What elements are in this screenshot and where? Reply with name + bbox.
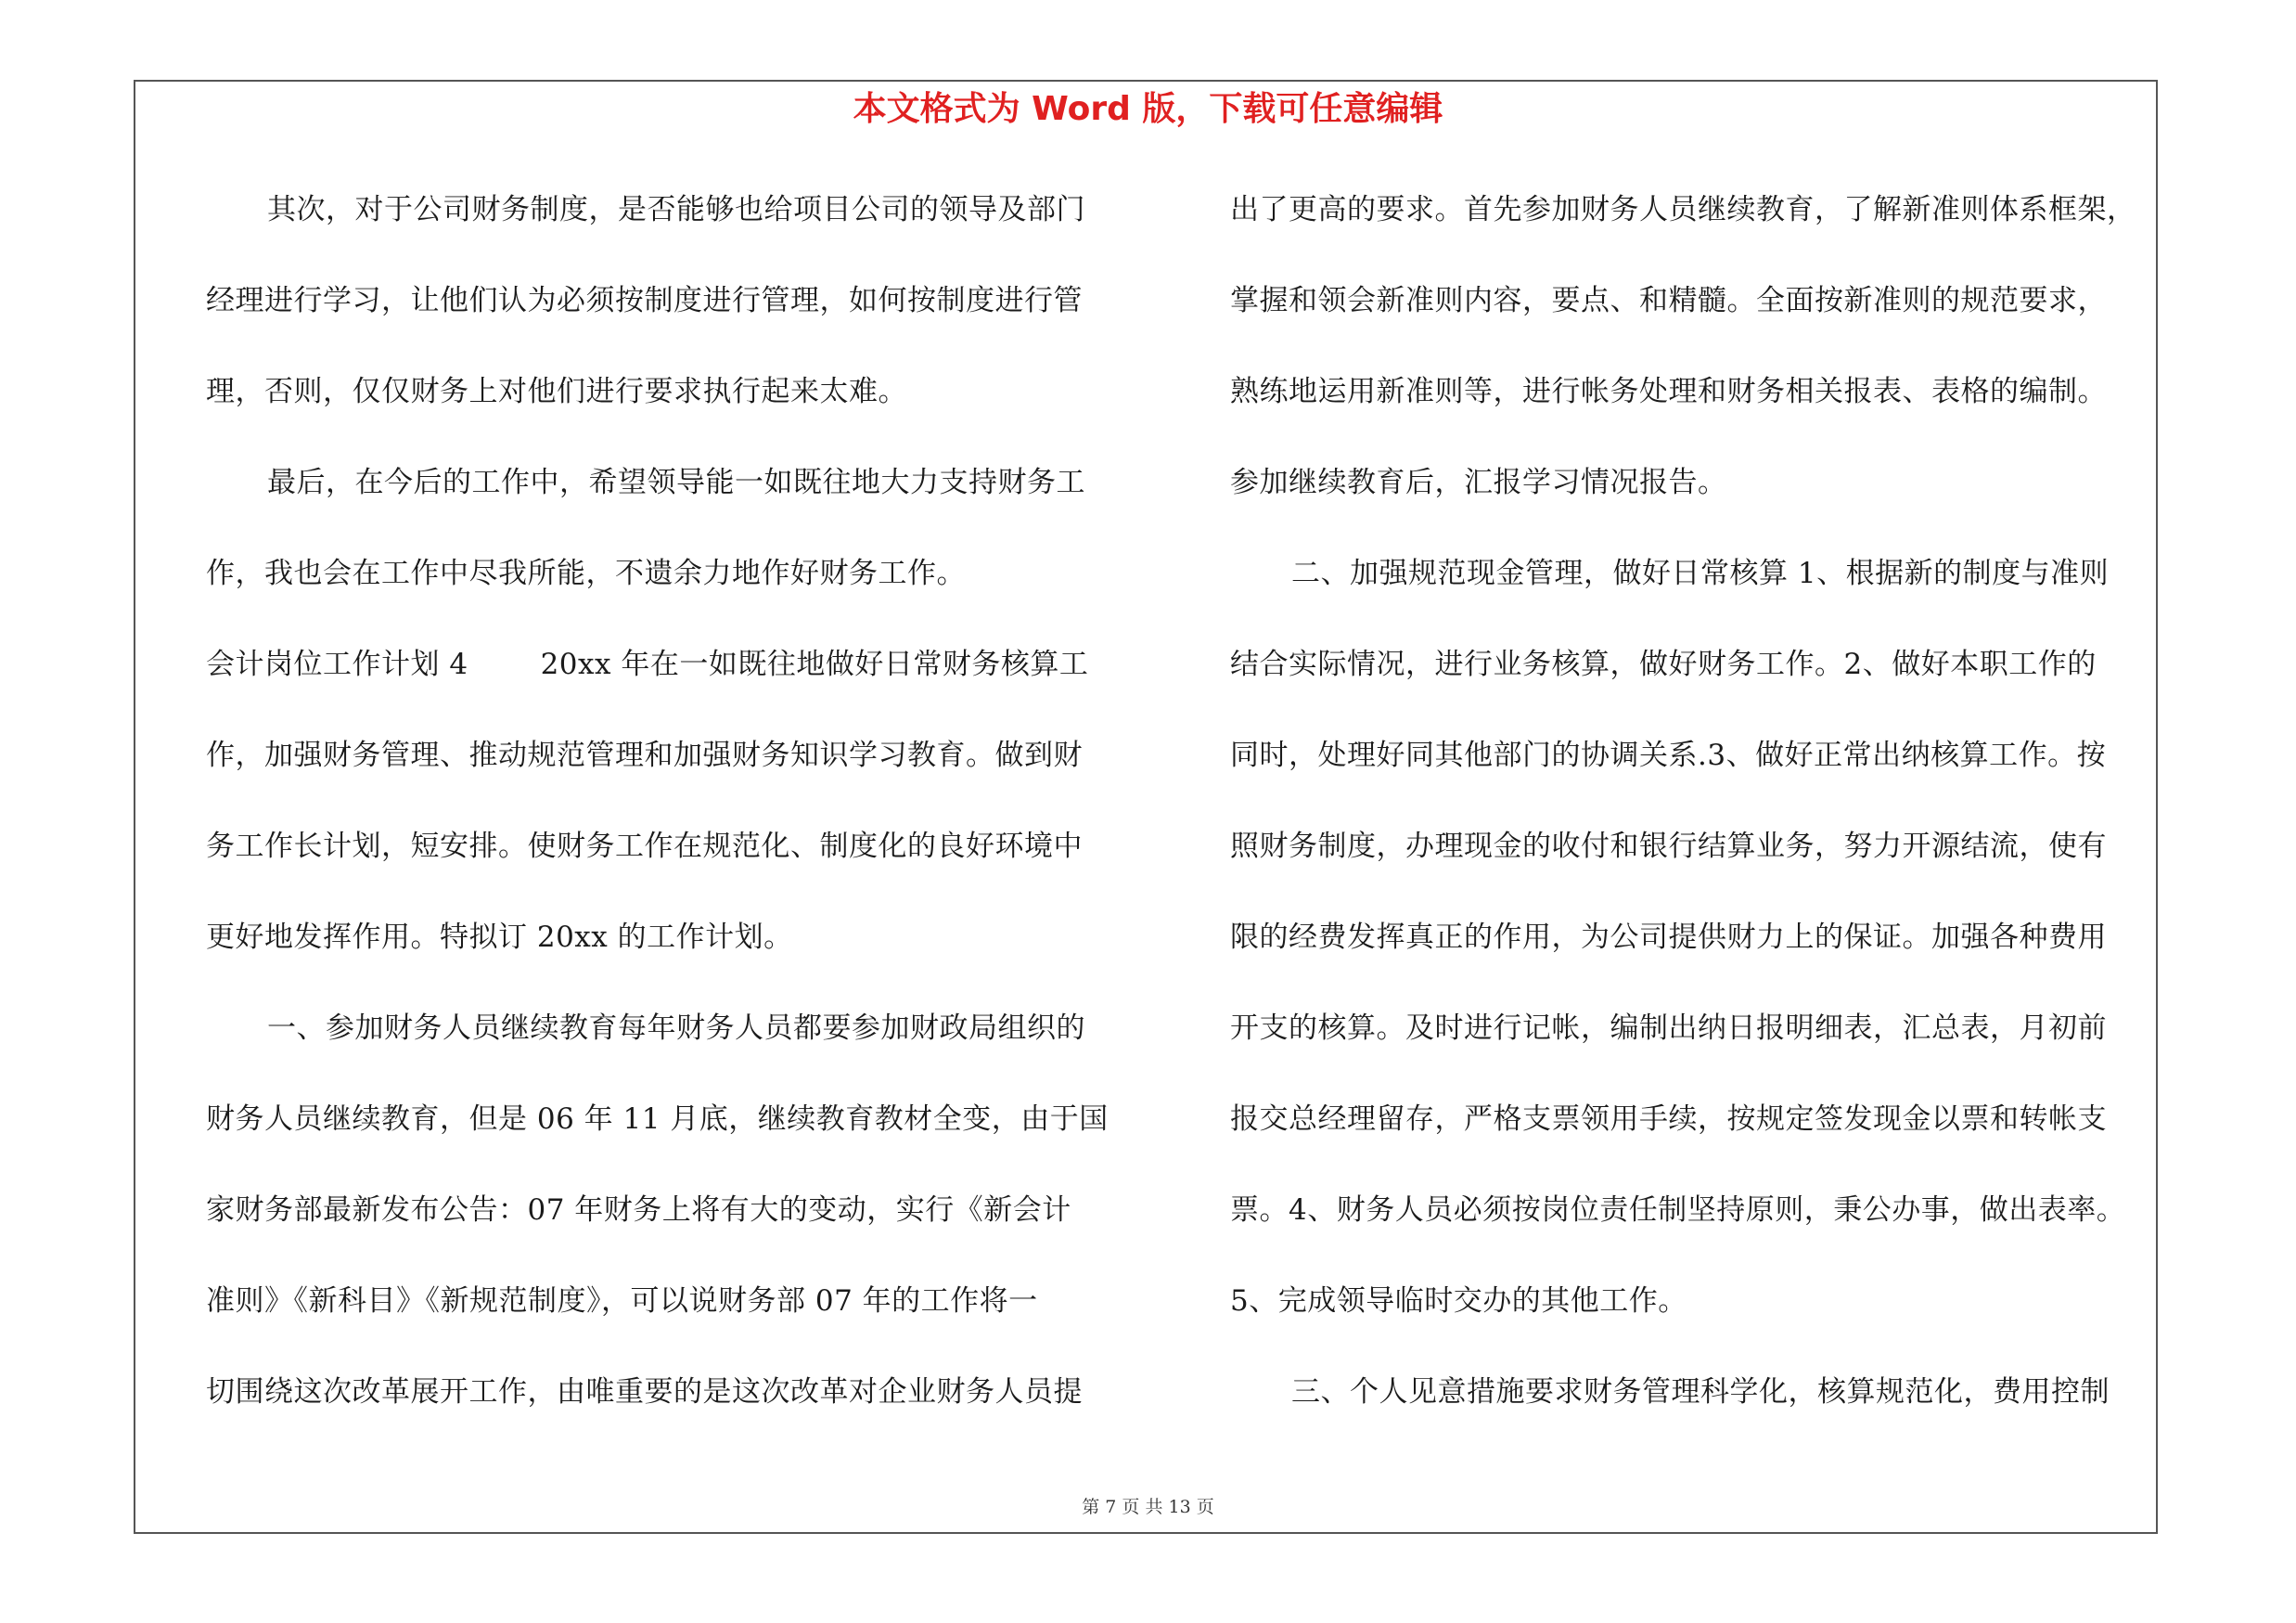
right-text-column bbox=[1230, 182, 2165, 1455]
word-format-banner: 本文格式为 Word 版，下载可任意编辑 bbox=[853, 90, 1443, 128]
text-line-content: 20xx 年在一如既往地做好日常财务核算工 bbox=[540, 648, 1089, 681]
text-line: 作，加强财务管理、推动规范管理和加强财务知识学习教育。做到财 bbox=[206, 739, 1083, 772]
text-line: 三、个人见意措施要求财务管理科学化，核算规范化，费用控制 bbox=[1291, 1375, 2110, 1409]
text-line: 务工作长计划，短安排。使财务工作在规范化、制度化的良好环境中 bbox=[206, 830, 1083, 863]
text-line: 最后，在今后的工作中，希望领导能一如既往地大力支持财务工 bbox=[267, 466, 1085, 499]
text-line: 报交总经理留存，严格支票领用手续，按规定签发现金以票和转帐支 bbox=[1230, 1102, 2107, 1136]
text-line: 同时，处理好同其他部门的协调关系.3、做好正常出纳核算工作。按 bbox=[1230, 739, 2107, 772]
text-line: 熟练地运用新准则等，进行帐务处理和财务相关报表、表格的编制。 bbox=[1230, 375, 2107, 408]
text-line: 限的经费发挥真正的作用，为公司提供财力上的保证。加强各种费用 bbox=[1230, 921, 2107, 954]
text-line: 5、完成领导临时交办的其他工作。 bbox=[1230, 1284, 1687, 1318]
text-line: 理，否则，仅仅财务上对他们进行要求执行起来太难。 bbox=[206, 375, 907, 408]
text-line: 票。4、财务人员必须按岗位责任制坚持原则，秉公办事，做出表率。 bbox=[1230, 1193, 2126, 1227]
text-line: 二、加强规范现金管理，做好日常核算 1、根据新的制度与准则 bbox=[1291, 557, 2110, 590]
left-text-column bbox=[206, 182, 1126, 1455]
text-line: 经理进行学习，让他们认为必须按制度进行管理，如何按制度进行管 bbox=[206, 284, 1083, 317]
page-number-footer: 第 7 页 共 13 页 bbox=[1082, 1497, 1214, 1517]
text-line: 开支的核算。及时进行记帐，编制出纳日报明细表，汇总表，月初前 bbox=[1230, 1011, 2107, 1045]
section-heading-line bbox=[206, 637, 1126, 728]
text-line: 切围绕这次改革展开工作，由唯重要的是这次改革对企业财务人员提 bbox=[206, 1375, 1083, 1409]
text-line: 参加继续教育后，汇报学习情况报告。 bbox=[1230, 466, 1727, 499]
text-line: 其次，对于公司财务制度，是否能够也给项目公司的领导及部门 bbox=[267, 193, 1085, 226]
section-heading: 会计岗位工作计划 4 bbox=[206, 648, 468, 681]
text-line: 结合实际情况，进行业务核算，做好财务工作。2、做好本职工作的 bbox=[1230, 648, 2097, 681]
text-line: 财务人员继续教育，但是 06 年 11 月底，继续教育教材全变，由于国 bbox=[206, 1102, 1109, 1136]
text-line: 一、参加财务人员继续教育每年财务人员都要参加财政局组织的 bbox=[267, 1011, 1085, 1045]
text-line: 照财务制度，办理现金的收付和银行结算业务，努力开源结流，使有 bbox=[1230, 830, 2107, 863]
text-line: 出了更高的要求。首先参加财务人员继续教育，了解新准则体系框架， bbox=[1230, 193, 2136, 226]
text-line: 家财务部最新发布公告：07 年财务上将有大的变动，实行《新会计 bbox=[206, 1193, 1071, 1227]
text-line: 准则》《新科目》《新规范制度》，可以说财务部 07 年的工作将一 bbox=[206, 1284, 1038, 1318]
text-line: 作，我也会在工作中尽我所能，不遗余力地作好财务工作。 bbox=[206, 557, 966, 590]
text-line: 掌握和领会新准则内容，要点、和精髓。全面按新准则的规范要求， bbox=[1230, 284, 2107, 317]
text-line: 更好地发挥作用。特拟订 20xx 的工作计划。 bbox=[206, 921, 793, 954]
